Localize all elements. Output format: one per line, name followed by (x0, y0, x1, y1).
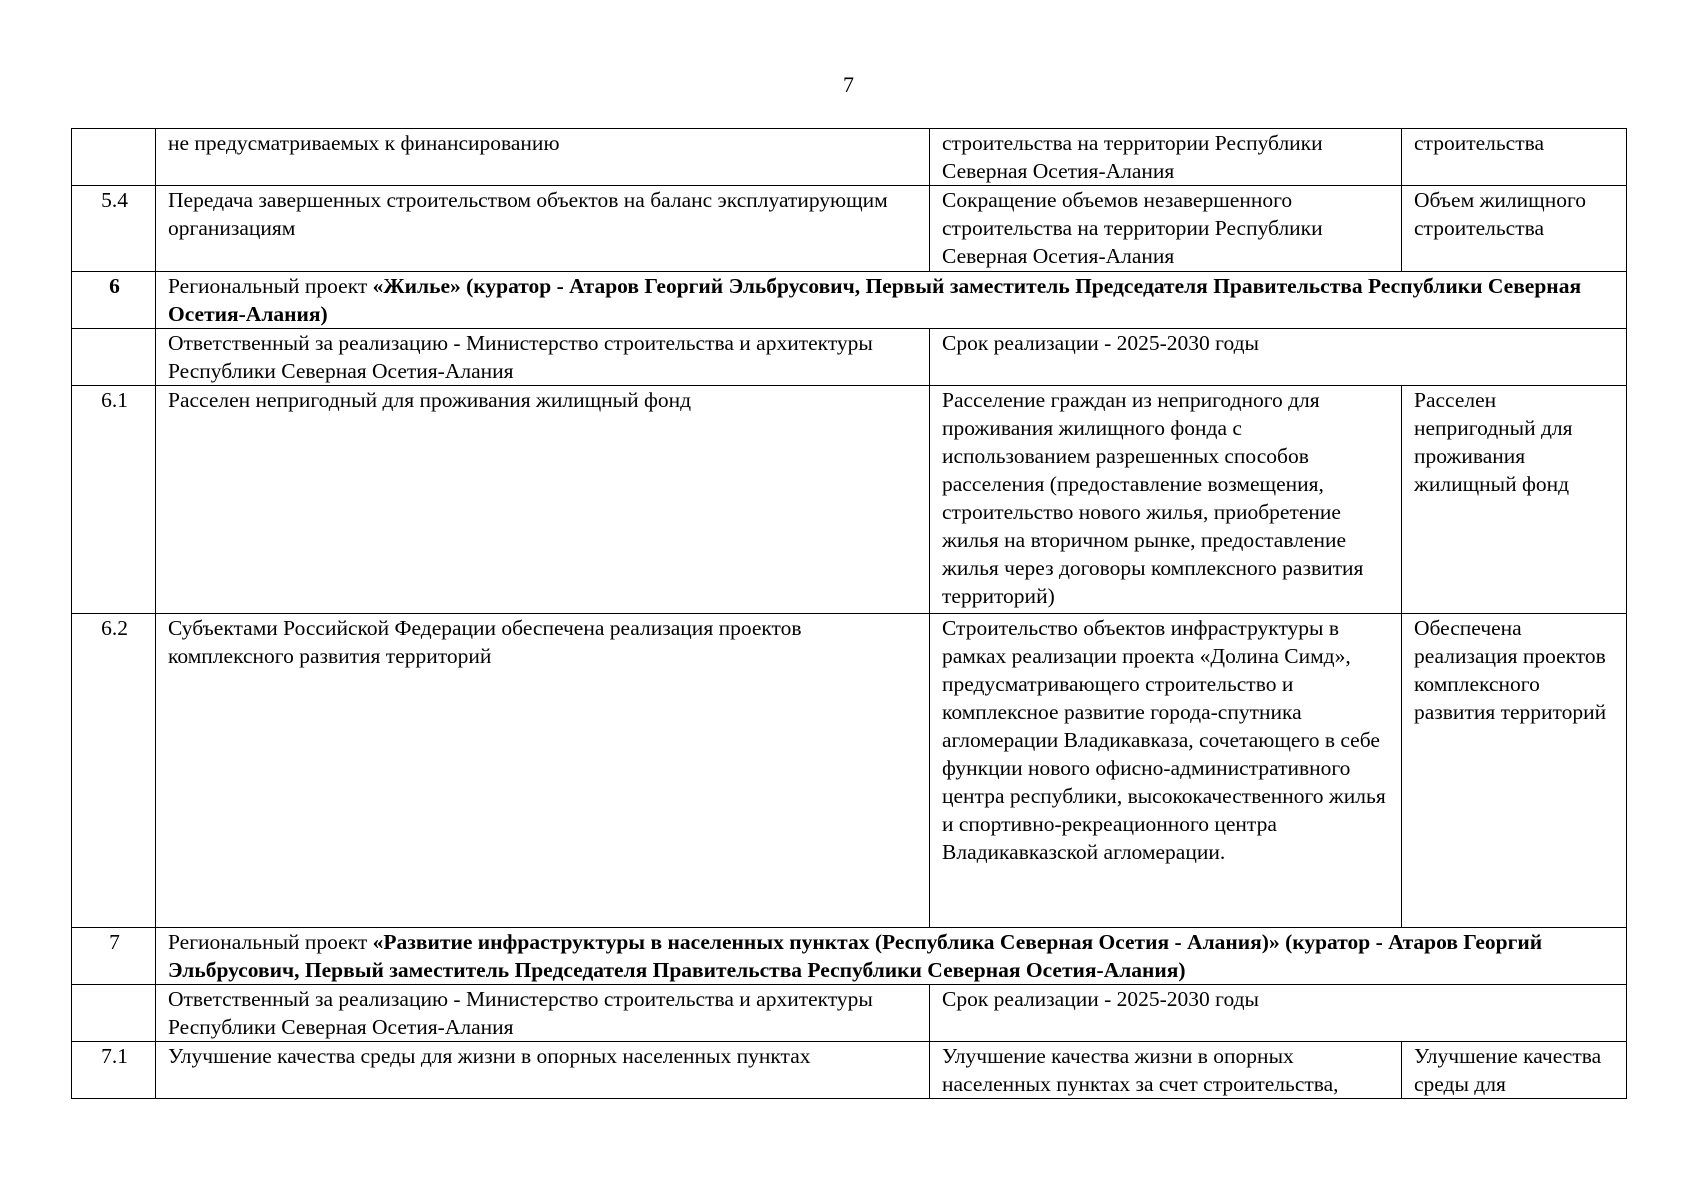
term-text: Срок реализации - 2025-2030 годы (930, 985, 1627, 1042)
table-row (72, 186, 1627, 272)
responsible-row (72, 329, 1627, 386)
project-title (156, 272, 1627, 329)
measure-name: Улучшение качества среды для жизни в опорных населенных пунктах (156, 1042, 930, 1099)
measure-name: не предусматриваемых к финансированию (156, 129, 930, 186)
measure-indicator: Объем жилищного строительства (1402, 186, 1627, 272)
measure-name: Расселен непригодный для проживания жилищный фонд (156, 386, 930, 614)
table-row (72, 614, 1627, 928)
measure-indicator: Улучшение качества среды для (1402, 1042, 1627, 1099)
table-row (72, 1042, 1627, 1099)
measure-indicator: строительства (1402, 129, 1627, 186)
project-header-row (72, 928, 1627, 985)
measure-name: Передача завершенных строительством объектов на баланс эксплуатирующим организациям (156, 186, 930, 272)
measure-effect: строительства на территории Республики Северная Осетия-Алания (930, 129, 1402, 186)
responsible-text: Ответственный за реализацию - Министерство строительства и архитектуры Республики Северная Осетия-Алания (156, 985, 930, 1042)
row-number: 7.1 (72, 1042, 156, 1099)
project-title-bold: «Развитие инфраструктуры в населенных пунктах (Республика Северная Осетия - Алания)» (куратор - Атаров Георгий Эльбрусович, Первый заместитель Председателя Правительства Республики Северная Осетия-Алания) (168, 930, 1543, 982)
project-header-row (72, 272, 1627, 329)
project-title (156, 928, 1627, 985)
measure-effect: Улучшение качества жизни в опорных населенных пунктах за счет строительства, (930, 1042, 1402, 1099)
row-number (72, 985, 156, 1042)
measure-indicator: Обеспечена реализация проектов комплексного развития территорий (1402, 614, 1627, 928)
row-number: 6.2 (72, 614, 156, 928)
row-number (72, 129, 156, 186)
measure-indicator: Расселен непригодный для проживания жилищный фонд (1402, 386, 1627, 614)
responsible-row (72, 985, 1627, 1042)
row-number: 5.4 (72, 186, 156, 272)
measure-effect: Строительство объектов инфраструктуры в рамках реализации проекта «Долина Симд», предусматривающего строительство и комплексное развитие города-спутника агломерации Владикавказа, сочетающего в себе функции нового офисно-административного центра республики, высококачественного жилья и спортивно-рекреационного центра Владикавказской агломерации. (930, 614, 1402, 928)
table-row (72, 129, 1627, 186)
row-number: 6.1 (72, 386, 156, 614)
measure-effect: Расселение граждан из непригодного для проживания жилищного фонда с использованием разрешенных способов расселения (предоставление возмещения, строительство нового жилья, приобретение жилья на вторичном рынке, предоставление жилья через договоры комплексного развития территорий) (930, 386, 1402, 614)
row-number: 7 (72, 928, 156, 985)
measure-name: Субъектами Российской Федерации обеспечена реализация проектов комплексного развития территорий (156, 614, 930, 928)
page-number: 7 (843, 72, 854, 97)
project-title-bold: «Жилье» (куратор - Атаров Георгий Эльбрусович, Первый заместитель Председателя Правительства Республики Северная Осетия-Алания) (168, 274, 1582, 326)
responsible-text: Ответственный за реализацию - Министерство строительства и архитектуры Республики Северная Осетия-Алания (156, 329, 930, 386)
measure-effect: Сокращение объемов незавершенного строительства на территории Республики Северная Осетия-Алания (930, 186, 1402, 272)
project-title-prefix: Региональный проект (168, 930, 373, 954)
term-text: Срок реализации - 2025-2030 годы (930, 329, 1627, 386)
measures-table (71, 128, 1627, 1099)
project-title-prefix: Региональный проект (168, 274, 373, 298)
row-number (72, 329, 156, 386)
row-number: 6 (72, 272, 156, 329)
table-row (72, 386, 1627, 614)
